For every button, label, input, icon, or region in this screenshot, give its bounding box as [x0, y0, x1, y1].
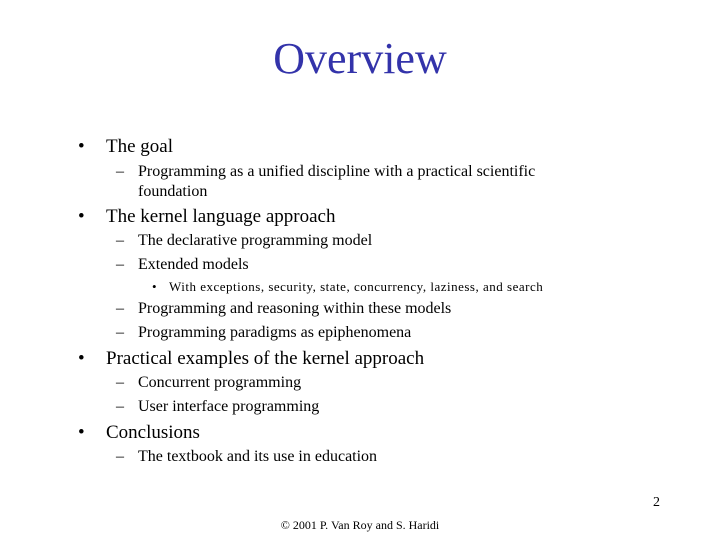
page-number: 2 — [653, 495, 660, 510]
subitem-text: Programming and reasoning within these models — [138, 300, 452, 317]
subitem-text: Extended models — [138, 256, 249, 273]
dash-marker: – — [116, 398, 124, 415]
bullet-marker: • — [78, 136, 85, 157]
subitem-text: The declarative programming model — [138, 232, 373, 249]
dash-marker: – — [116, 324, 124, 341]
dash-marker: – — [116, 448, 124, 465]
subitem-text: The textbook and its use in education — [138, 448, 378, 465]
dash-marker: – — [116, 256, 124, 273]
bullet-text: The kernel language approach — [106, 206, 336, 227]
bullet-text: The goal — [106, 136, 174, 157]
subitem-text-line1: Programming as a unified discipline with a practical scientific — [138, 163, 536, 180]
dash-marker: – — [116, 300, 124, 317]
bullet-marker-small: • — [152, 279, 158, 294]
slide-title: Overview — [273, 34, 447, 83]
copyright-footer: © 2001 P. Van Roy and S. Haridi — [280, 518, 440, 532]
bullet-text: Conclusions — [106, 422, 200, 443]
dash-marker: – — [116, 163, 124, 180]
subitem-text-line2: foundation — [138, 183, 208, 200]
dash-marker: – — [116, 232, 124, 249]
bullet-marker: • — [78, 422, 85, 443]
subsubitem-text: With exceptions, security, state, concurrency, laziness, and search — [169, 279, 544, 294]
bullet-text: Practical examples of the kernel approach — [106, 348, 425, 369]
bullet-marker: • — [78, 206, 85, 227]
bullet-marker: • — [78, 348, 85, 369]
subitem-text: Concurrent programming — [138, 374, 302, 391]
subitem-text: User interface programming — [138, 398, 320, 415]
dash-marker: – — [116, 374, 124, 391]
subitem-text: Programming paradigms as epiphenomena — [138, 324, 412, 341]
